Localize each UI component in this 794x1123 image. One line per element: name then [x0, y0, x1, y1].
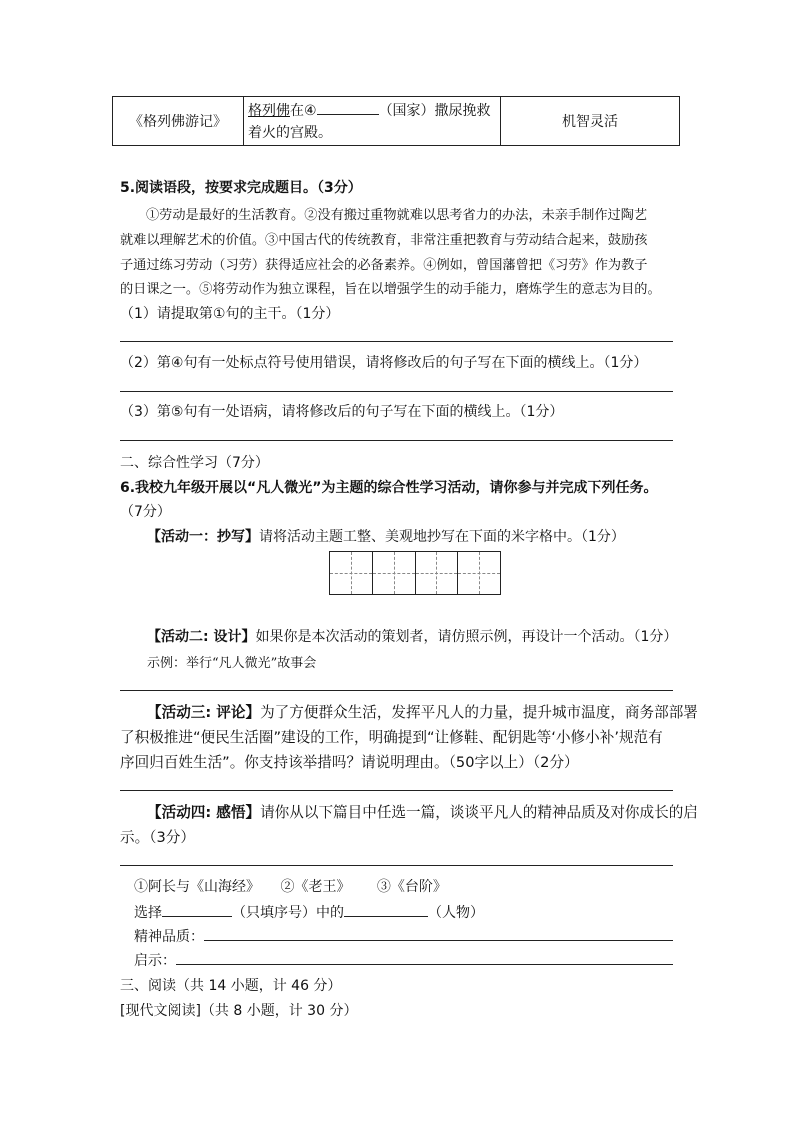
answer-line-q5-2[interactable] [120, 391, 673, 392]
answer-line-activity-2[interactable] [120, 690, 673, 691]
option-1: ①阿长与《山海经》 [134, 879, 260, 895]
section-2-heading: 二、综合性学习（7分） [120, 455, 269, 471]
q5-sub3: （3）第⑤句有一处语病，请将修改后的句子写在下面的横线上。（1分） [120, 404, 564, 420]
activity-3-line-1: 为了方便群众生活，发挥平凡人的力量，提升城市温度，商务部部署 [260, 704, 698, 721]
section-3-heading: 三、阅读（共 14 小题，计 46 分） [120, 978, 342, 994]
q6-title-line-2: （7分） [120, 504, 171, 520]
choose-person-blank[interactable] [344, 901, 428, 917]
answer-line-activity-4[interactable] [120, 865, 673, 866]
q5-passage-line-4: 的日课之一。⑤将劳动作为独立课程，旨在以增强学生的动手能力，磨炼学生的意志为目的。 [120, 282, 661, 297]
insight-answer-line[interactable] [176, 964, 673, 965]
choose-number-blank[interactable] [162, 901, 232, 917]
answer-blank-4[interactable] [317, 99, 379, 115]
answer-line-q5-3[interactable] [120, 440, 673, 441]
activity-4 [147, 801, 698, 822]
q6-title-line-1: 6.我校九年级开展以“凡人微光”为主题的综合性学习活动，请你参与并完成下列任务。 [120, 480, 658, 496]
activity-2-example: 示例：举行“凡人微光”故事会 [147, 656, 317, 671]
activity-2-label: 【活动二: 设计】 [147, 629, 256, 645]
insight-label: 启示： [134, 953, 176, 969]
event-text-c: 着火的宫殿。 [248, 124, 332, 141]
q5-passage-line-1: ①劳动是最好的生活教育。②没有搬过重物就难以思考省力的办法，未亲手制作过陶艺 [146, 208, 648, 223]
book-title: 《格列佛游记》 [129, 114, 227, 130]
event-name: 格列佛 [248, 102, 290, 119]
activity-4-line-1: 请你从以下篇目中任选一篇，谈谈平凡人的精神品质及对你成长的启 [260, 804, 698, 821]
choose-row [134, 901, 484, 922]
activity-4-label: 【活动四: 感悟】 [147, 804, 261, 821]
activity-2 [147, 626, 677, 646]
grid-cell[interactable] [416, 552, 459, 594]
q5-sub1: （1）请提取第①句的主干。（1分） [120, 306, 340, 322]
activity-3-line-2: 了积极推进“便民生活圈”建设的工作，明确提到“让修鞋、配钥匙等‘小修小补’规范有 [120, 729, 663, 746]
activity-3-label: 【活动三: 评论】 [147, 704, 261, 721]
choose-label: 选择 [134, 905, 162, 921]
grid-cell[interactable] [373, 552, 416, 594]
table-cell-event [244, 97, 501, 146]
answer-line-q5-1[interactable] [120, 341, 673, 342]
q5-passage-line-2: 就难以理解艺术的价值。③中国古代的传统教育，非常注重把教育与劳动结合起来，鼓励孩 [120, 233, 648, 248]
mi-character-grid[interactable] [329, 551, 501, 595]
activity-1 [147, 526, 625, 546]
choose-mid-text: （只填序号）中的 [232, 905, 344, 921]
novel-table [112, 96, 680, 146]
activity-1-text: 请将活动主题工整、美观地抄写在下面的米字格中。（1分） [259, 529, 625, 545]
q5-passage-line-3: 子通过练习劳动（习劳）获得适应社会的必备素养。④例如，曾国藩曾把《习劳》作为教子 [120, 258, 648, 273]
choose-post-text: （人物） [428, 905, 484, 921]
q5-title: 5.阅读语段，按要求完成题目。（3分） [120, 180, 362, 196]
q5-sub2: （2）第④句有一处标点符号使用错误，请将修改后的句子写在下面的横线上。（1分） [120, 355, 648, 371]
option-3: ③《台阶》 [376, 879, 447, 895]
table-cell-trait [501, 97, 680, 146]
event-text-a: 在④ [290, 102, 317, 119]
activity-1-label: 【活动一：抄写】 [147, 529, 259, 545]
activity-3-line-3: 序回归百姓生活”。你支持该举措吗？请说明理由。（50字以上）（2分） [120, 754, 579, 771]
activity-3 [147, 701, 698, 722]
option-2: ②《老王》 [280, 879, 351, 895]
modern-reading-heading: [现代文阅读]（共 8 小题，计 30 分） [120, 1003, 358, 1019]
trait-text: 机智灵活 [562, 114, 618, 130]
grid-cell[interactable] [458, 552, 500, 594]
event-text-b: （国家）撒尿挽救 [378, 102, 491, 119]
activity-2-text: 如果你是本次活动的策划者，请仿照示例，再设计一个活动。（1分） [255, 629, 678, 645]
table-cell-book [113, 97, 244, 146]
grid-cell[interactable] [330, 552, 373, 594]
quality-answer-line[interactable] [204, 940, 673, 941]
activity-4-line-2: 示。（3分） [120, 829, 195, 846]
quality-label: 精神品质： [134, 929, 204, 945]
reading-options [134, 876, 447, 896]
answer-line-activity-3[interactable] [120, 790, 673, 791]
